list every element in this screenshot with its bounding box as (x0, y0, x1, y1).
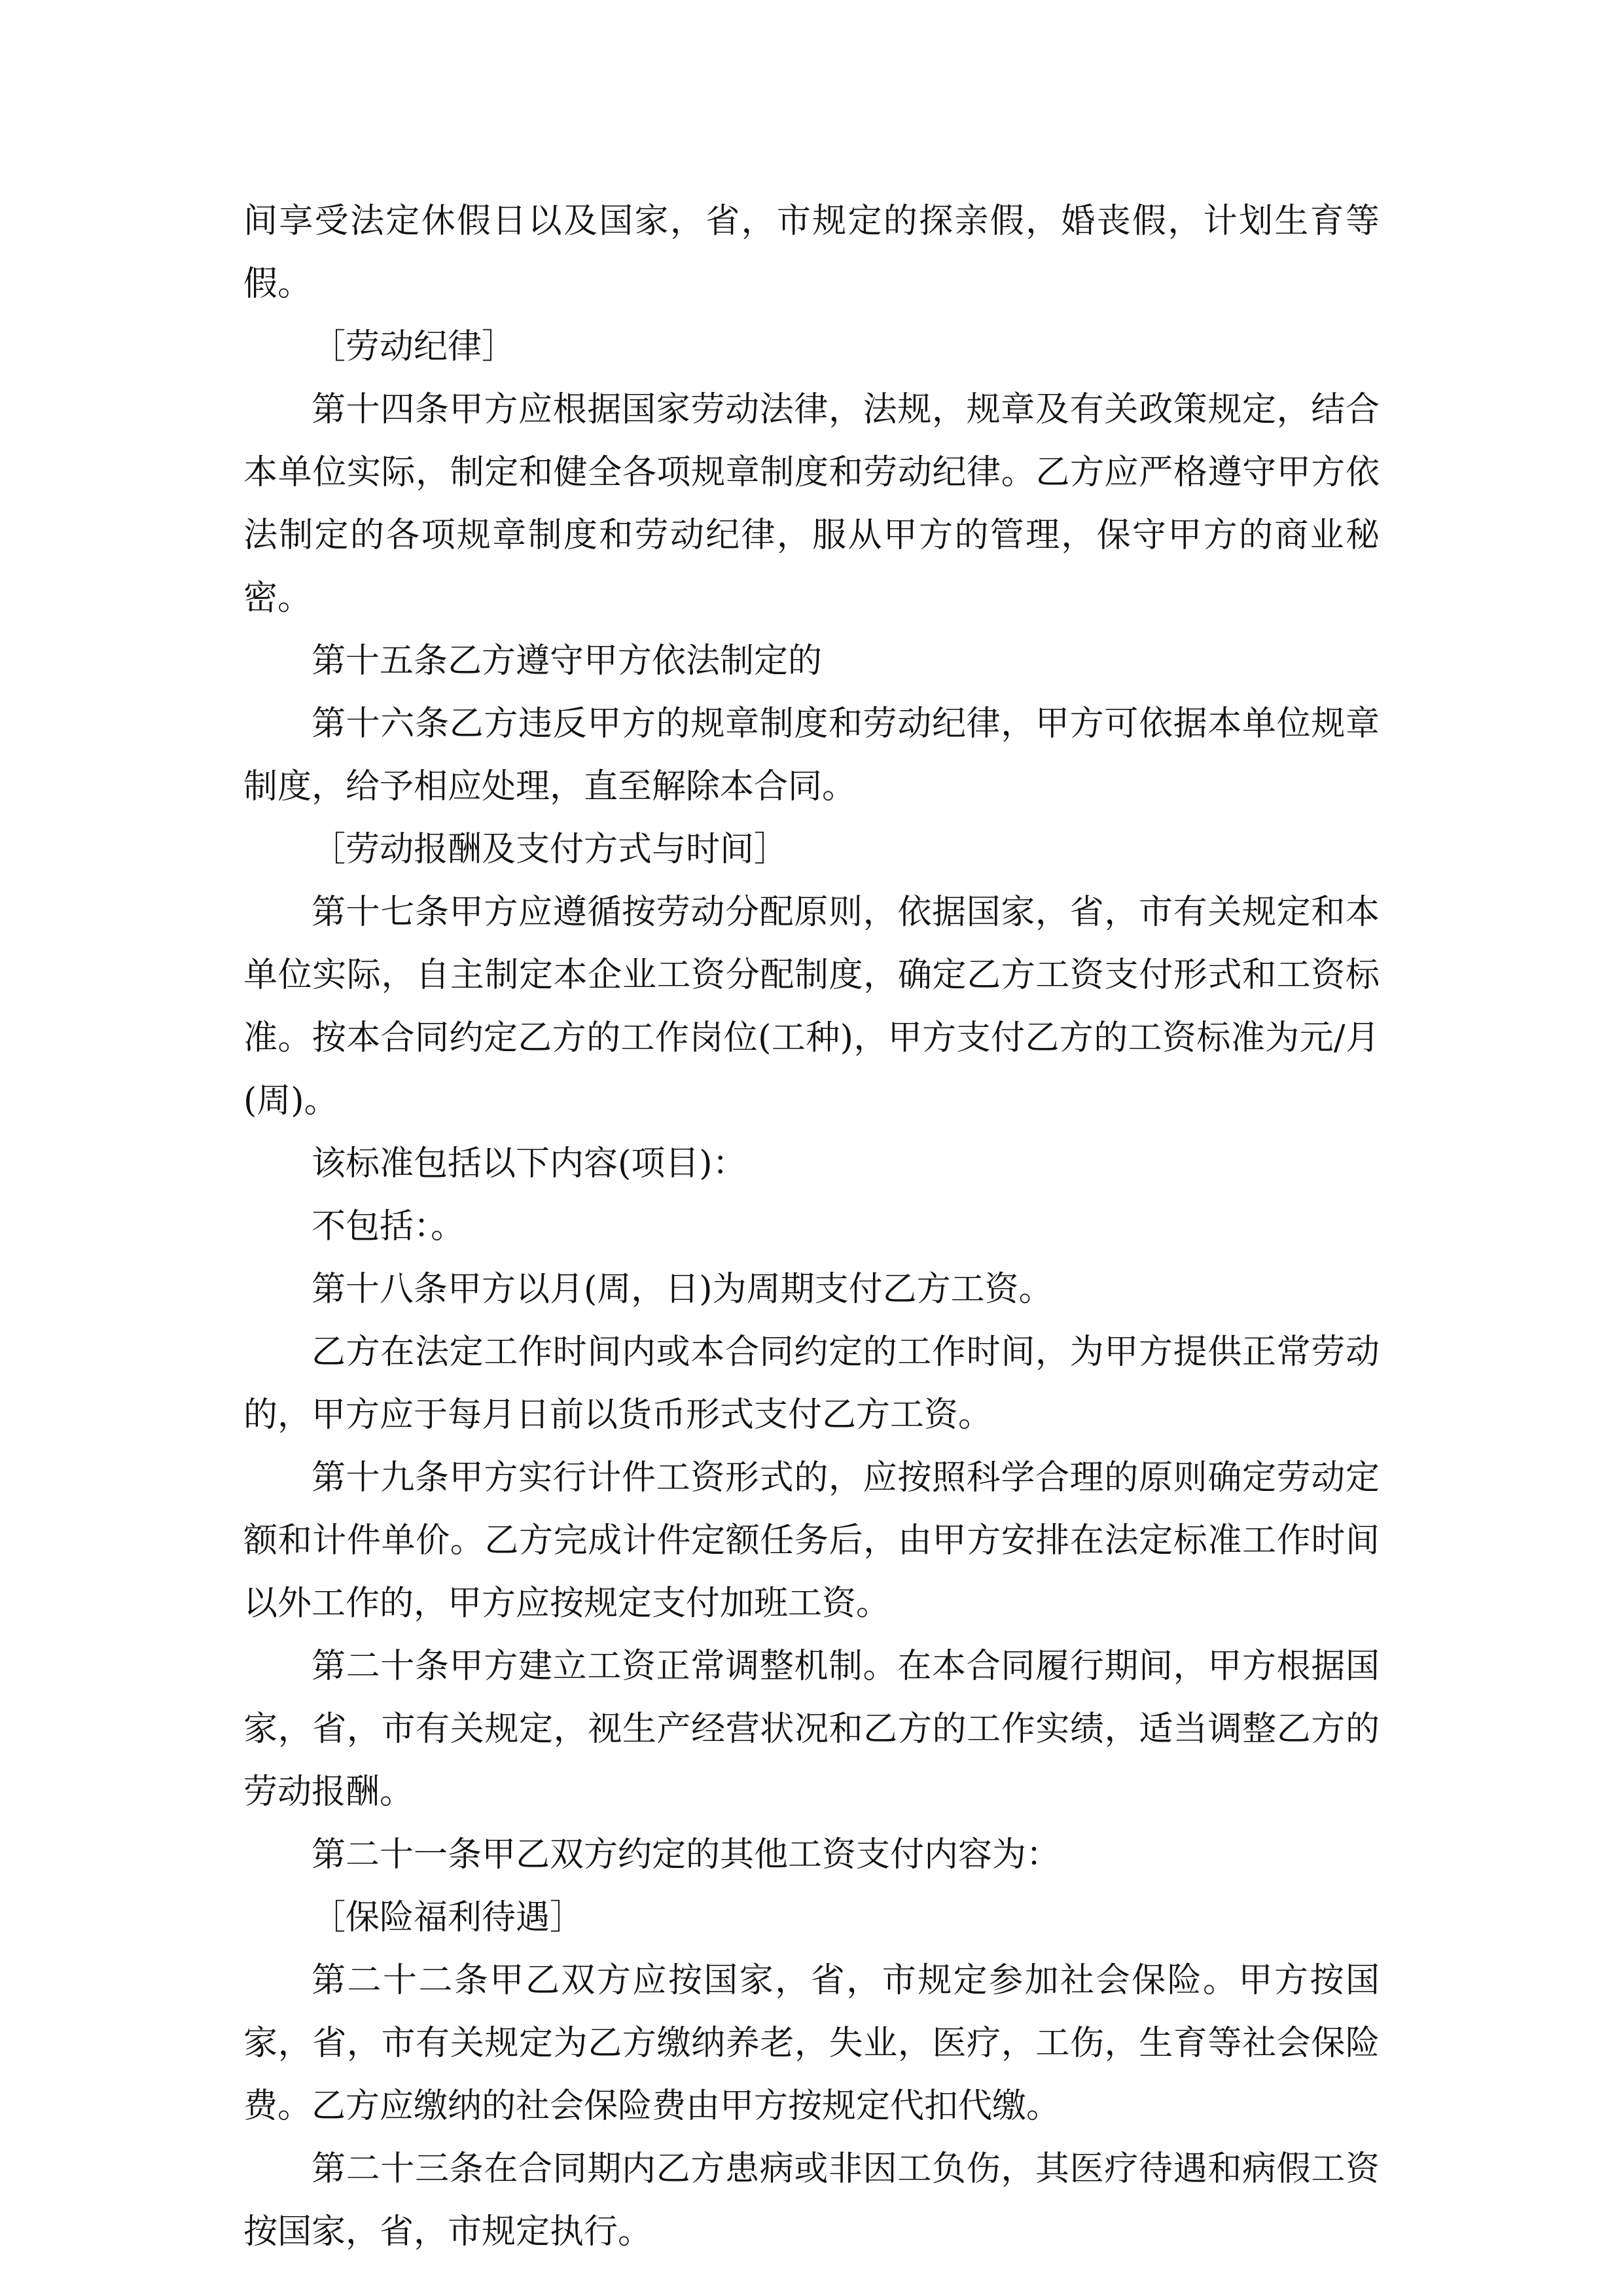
article-20: 第二十条甲方建立工资正常调整机制。在本合同履行期间，甲方根据国家，省，市有关规定，视生产经营状况和乙方的工作实绩，适当调整乙方的劳动报酬。 (243, 1647, 1380, 1812)
article-22: 第二十二条甲乙双方应按国家，省，市规定参加社会保险。甲方按国家，省，市有关规定为乙方缴纳养老，失业，医疗，工伤，生育等社会保险费。乙方应缴纳的社会保险费由甲方按规定代扣代缴。 (243, 1961, 1380, 2126)
article-17: 第十七条甲方应遵循按劳动分配原则，依据国家，省，市有关规定和本单位实际，自主制定本企业工资分配制度，确定乙方工资支付形式和工资标准。按本合同约定乙方的工作岗位(工种)，甲方支付乙方的工资标准为元/月(周)。 (243, 893, 1380, 1121)
article-14: 第十四条甲方应根据国家劳动法律，法规，规章及有关政策规定，结合本单位实际，制定和健全各项规章制度和劳动纪律。乙方应严格遵守甲方依法制定的各项规章制度和劳动纪律，服从甲方的管理，保守甲方的商业秘密。 (243, 390, 1380, 618)
document-body (243, 190, 1380, 2263)
paragraph-continuation: 间享受法定休假日以及国家，省，市规定的探亲假，婚丧假，计划生育等假。 (243, 202, 1380, 304)
standard-excludes: 不包括：。 (312, 1207, 465, 1246)
section-heading-remuneration: ［劳动报酬及支付方式与时间］ (312, 830, 789, 869)
article-15: 第十五条乙方遵守甲方依法制定的 (312, 641, 823, 681)
article-19: 第十九条甲方实行计件工资形式的，应按照科学合理的原则确定劳动定额和计件单价。乙方完成计件定额任务后，由甲方安排在法定标准工作时间以外工作的，甲方应按规定支付加班工资。 (243, 1458, 1380, 1623)
article-18-detail: 乙方在法定工作时间内或本合同约定的工作时间，为甲方提供正常劳动的，甲方应于每月日前以货币形式支付乙方工资。 (243, 1333, 1380, 1435)
article-21: 第二十一条甲乙双方约定的其他工资支付内容为： (312, 1835, 1061, 1874)
section-heading-labor-discipline: ［劳动纪律］ (312, 327, 516, 367)
article-23: 第二十三条在合同期内乙方患病或非因工负伤，其医疗待遇和病假工资按国家，省，市规定执行。 (243, 2149, 1380, 2251)
article-18: 第十八条甲方以月(周，日)为周期支付乙方工资。 (312, 1270, 1053, 1309)
standard-includes: 该标准包括以下内容(项目)： (312, 1144, 747, 1183)
article-16: 第十六条乙方违反甲方的规章制度和劳动纪律，甲方可依据本单位规章制度，给予相应处理，直至解除本合同。 (243, 704, 1380, 806)
section-heading-insurance: ［保险福利待遇］ (312, 1898, 584, 1937)
